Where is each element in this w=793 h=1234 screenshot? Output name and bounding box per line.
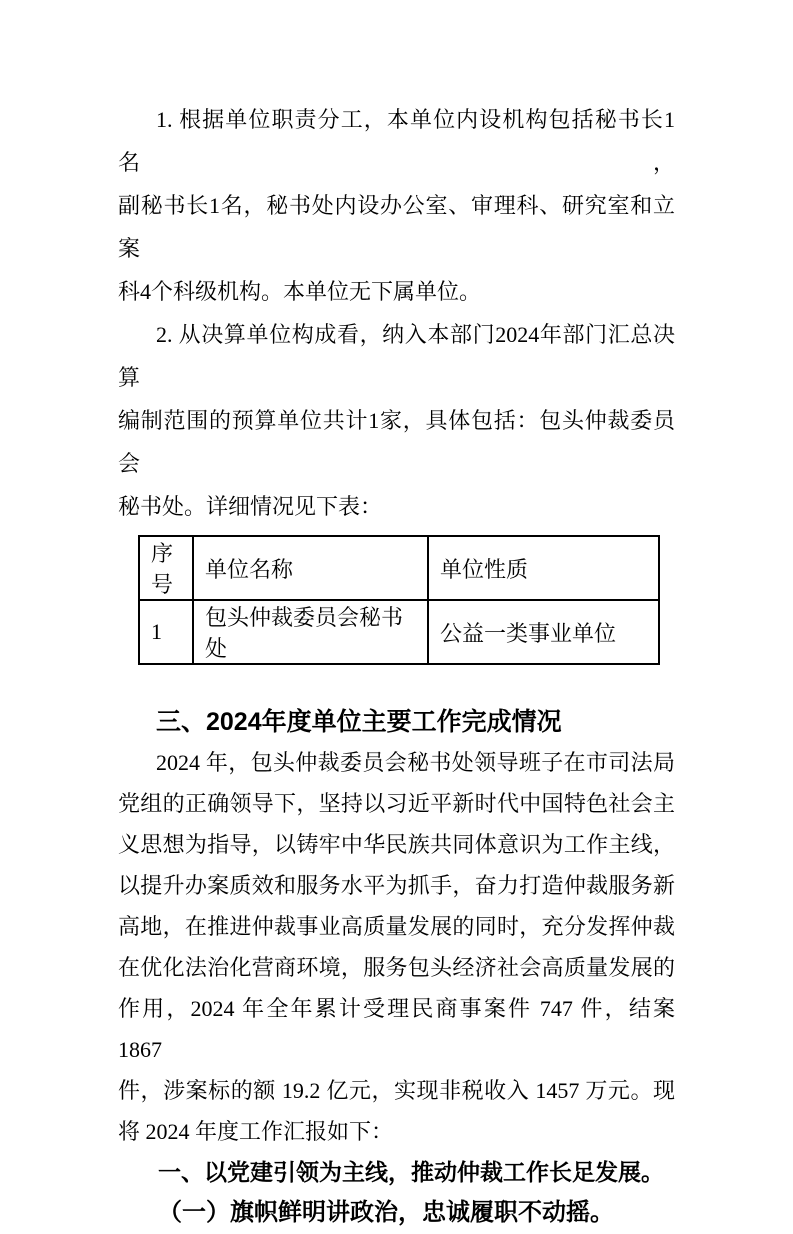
paragraph-internal-structure [118, 98, 675, 313]
document-content [118, 98, 675, 1234]
text-line: 党组的正确领导下，坚持以习近平新时代中国特色社会主 [118, 791, 675, 816]
text-line: 编制范围的预算单位共计1家，具体包括：包头仲裁委员会 [118, 408, 675, 476]
heading-party-building-leadership: 一、以党建引领为主线，推动仲裁工作长足发展。 [158, 1159, 664, 1185]
paragraph-budget-units [118, 313, 675, 528]
text-line: 将 2024 年度工作汇报如下： [118, 1119, 394, 1144]
table-header-serial: 序号 [139, 536, 193, 600]
table-data-row [139, 600, 659, 664]
cell-unit-type: 公益一类事业单位 [428, 600, 659, 664]
text-line: 件，涉案标的额 19.2 亿元，实现非税收入 1457 万元。现 [118, 1078, 675, 1103]
table-header-unit-name: 单位名称 [193, 536, 428, 600]
section-heading-2024-work-completion: 三、2024年度单位主要工作完成情况 [156, 708, 562, 736]
text-line: 作用，2024 年全年累计受理民商事案件 747 件，结案 1867 [118, 996, 675, 1062]
cell-serial: 1 [139, 600, 193, 664]
text-line: 高地，在推进仲裁事业高质量发展的同时，充分发挥仲裁 [118, 914, 675, 939]
text-line: 义思想为指导，以铸牢中华民族共同体意识为工作主线， [118, 832, 675, 857]
text-line: 副秘书长1名，秘书处内设办公室、审理科、研究室和立案 [118, 193, 675, 261]
table-header-row [139, 536, 659, 600]
text-line: 1. 根据单位职责分工，本单位内设机构包括秘书长1名， [118, 107, 675, 175]
text-line: 以提升办案质效和服务水平为抓手，奋力打造仲裁服务新 [118, 873, 675, 898]
table-header-unit-type: 单位性质 [428, 536, 659, 600]
subheading-political-loyalty: （一）旗帜鲜明讲政治，忠诚履职不动摇。 [158, 1200, 614, 1226]
text-line: 在优化法治化营商环境，服务包头经济社会高质量发展的 [118, 955, 675, 980]
text-line: 科4个科级机构。本单位无下属单位。 [118, 279, 482, 304]
cell-unit-name: 包头仲裁委员会秘书处 [193, 600, 428, 664]
text-line: 2024 年，包头仲裁委员会秘书处领导班子在市司法局 [156, 750, 675, 775]
text-line: 2. 从决算单位构成看，纳入本部门2024年部门汇总决算 [118, 322, 675, 390]
text-line: 秘书处。详细情况见下表： [118, 494, 383, 519]
budget-units-table [138, 535, 660, 665]
paragraph-work-summary [118, 742, 675, 1152]
